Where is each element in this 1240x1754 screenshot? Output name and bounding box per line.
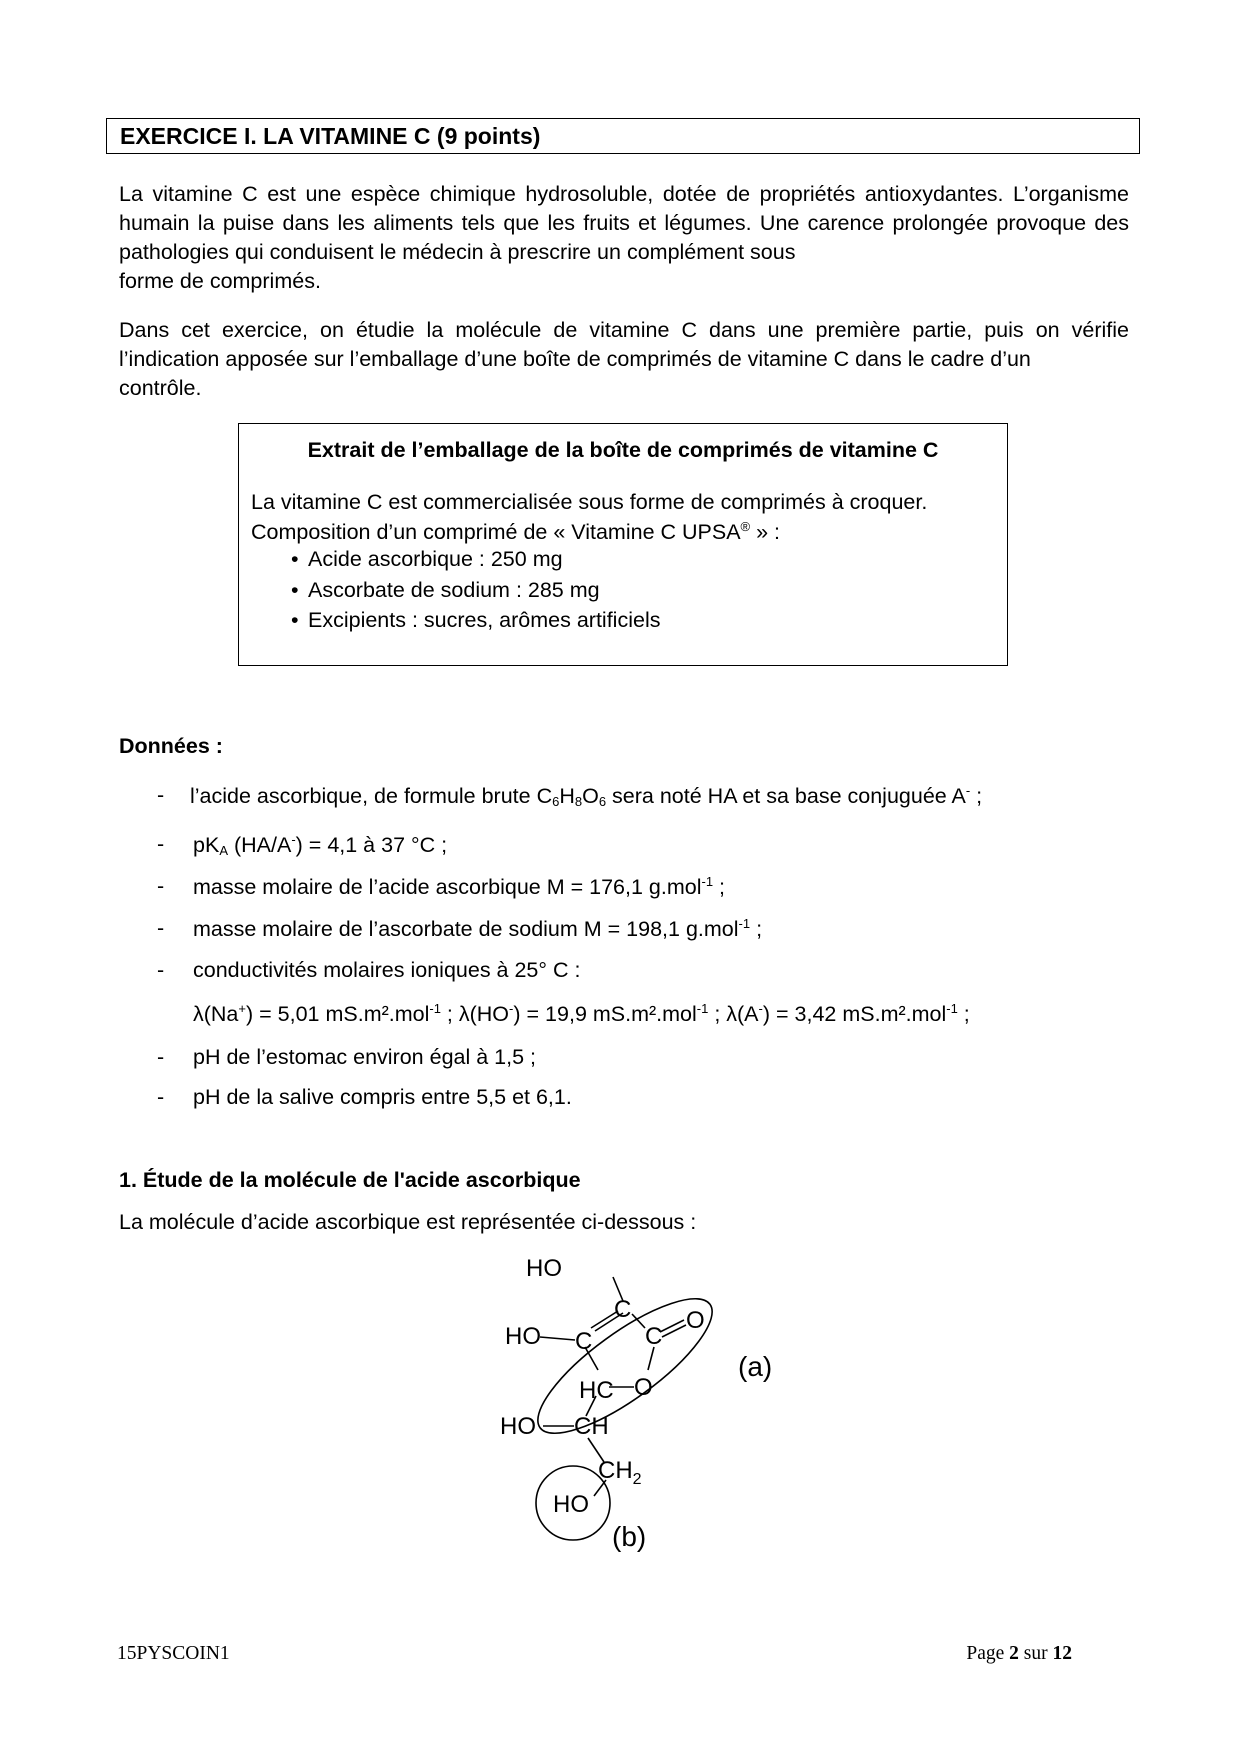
atom-o-carbonyl: O (686, 1307, 705, 1334)
composition-item: • Ascorbate de sodium : 285 mg (291, 575, 660, 606)
label-b: (b) (612, 1521, 647, 1552)
exercise-title-box (106, 118, 1140, 154)
intro-p1-last: forme de comprimés. (119, 269, 321, 293)
label-a: (a) (738, 1351, 773, 1382)
composition-list (291, 544, 660, 636)
atom-c-top: C (614, 1296, 632, 1323)
atom-ho-top: HO (526, 1255, 562, 1282)
extract-line-2: Composition d’un comprimé de « Vitamine C UPSA® » : (251, 519, 781, 545)
composition-item: • Excipients : sucres, arômes artificiels (291, 605, 660, 636)
atom-ho-ch: HO (500, 1413, 536, 1440)
data-item-conductivity-values: λ(Na+) = 5,01 mS.m².mol$^{-1}$ ; λ(HO-) = 19,9 mS.m².mol$^{-1}$ ; λ(A-) = 3,42 mS.m².mol$^{-1}$ ; (193, 1001, 970, 1026)
section-1-heading: 1. Étude de la molécule de l'acide ascorbique (119, 1168, 581, 1192)
atom-ho-bottom: HO (553, 1491, 589, 1518)
intro-p2-body: Dans cet exercice, on étudie la molécule de vitamine C dans une première partie, puis on vérifie l’indication apposée sur l’emballage d’une boîte de comprimés de vitamine C dans le cadre d’un (119, 318, 1129, 371)
footer-page-number: Page 2 sur 12 (966, 1643, 1072, 1664)
intro-paragraph-2 (119, 316, 1129, 403)
intro-p2-last: contrôle. (119, 376, 202, 400)
donnees-heading: Données : (119, 734, 223, 758)
atom-o-ring: O (634, 1374, 653, 1401)
atom-ch: CH (574, 1413, 609, 1440)
ascorbic-acid-molecule-diagram (490, 1240, 800, 1575)
extract-line-1: La vitamine C est commercialisée sous forme de comprimés à croquer. (251, 490, 928, 514)
footer-code: 15PYSCOIN1 (117, 1643, 230, 1664)
atom-hc: HC (579, 1377, 614, 1404)
composition-item: • Acide ascorbique : 250 mg (291, 544, 660, 575)
atom-ho-left: HO (505, 1323, 541, 1350)
intro-paragraph-1 (119, 180, 1129, 296)
atom-c-left: C (575, 1328, 593, 1355)
atom-ch2: $CH_2$ (598, 1457, 642, 1488)
section-1-intro: La molécule d’acide ascorbique est représentée ci-dessous : (119, 1210, 697, 1234)
exercise-title: EXERCICE I. LA VITAMINE C (9 points) (120, 123, 541, 149)
packaging-extract-box (238, 423, 1008, 666)
extract-title: Extrait de l’emballage de la boîte de comprimés de vitamine C (307, 438, 939, 462)
atom-c-right: C (645, 1323, 663, 1350)
document-page: EXERCICE I. LA VITAMINE C (9 points) La vitamine C est une espèce chimique hydrosoluble, dotée de propriétés antioxydantes. L’organisme humain la puise dans les aliments tels que les fruits et légumes. Une carence prolongée provoque des pathologies qui conduisent le médecin à prescrire un complément sous forme de comprimés. Dans cet exercice, on étudie la molécule de vitamine C dans une première partie, puis on vérifie l’indication apposée sur l’emballage d’une boîte de comprimés de vitamine C dans le cadre d’un contrôle. Extrait de l’emballage de la boîte de comprimés de vitamine C La vitamine C est commercialisée sous forme de comprimés à croquer. Composition d’un comprimé de « Vitamine C UPSA® » : • Acide ascorbique : 250 mg • Ascorbate de sodium : 285 mg • Excipients : sucres, arômes artificiels Données : - l’acide ascorbique, de formule brute $C_6H_8O_6$ sera noté HA et sa base conjuguée A- ; - $pK_A$ (HA/A-) = 4,1 à 37 °C ; - masse molaire de l’acide ascorbique M = 176,1 g.mol$^{-1}$ ; - masse molaire de l’ascorbate de sodium M = 198,1 g.mol$^{-1}$ ; - conductivités molaires ioniques à 25° C : λ(Na+) = 5,01 mS.m².mol$^{-1}$ ; λ(HO-) = 19,9 mS.m².mol$^{-1}$ ; λ(A-) = 3,42 mS.m².mol$^{-1}$ ; - pH de l’estomac environ égal à 1,5 ; - pH de la salive compris entre 5,5 et 6,1. 1. Étude de la molécule de l'acide ascorbique La molécule d’acide ascorbique est représentée ci-dessous : HO C O HO C C O HC HO CH $CH_2$ HO (a) (b) 15PYSCOIN1 Page 2 sur 12 (0, 0, 1240, 1754)
intro-p1-body: La vitamine C est une espèce chimique hydrosoluble, dotée de propriétés antioxydantes. L’organisme humain la puise dans les aliments tels que les fruits et légumes. Une carence prolongée provoque des pathologies qui conduisent le médecin à prescrire un complément sous (119, 182, 1129, 264)
